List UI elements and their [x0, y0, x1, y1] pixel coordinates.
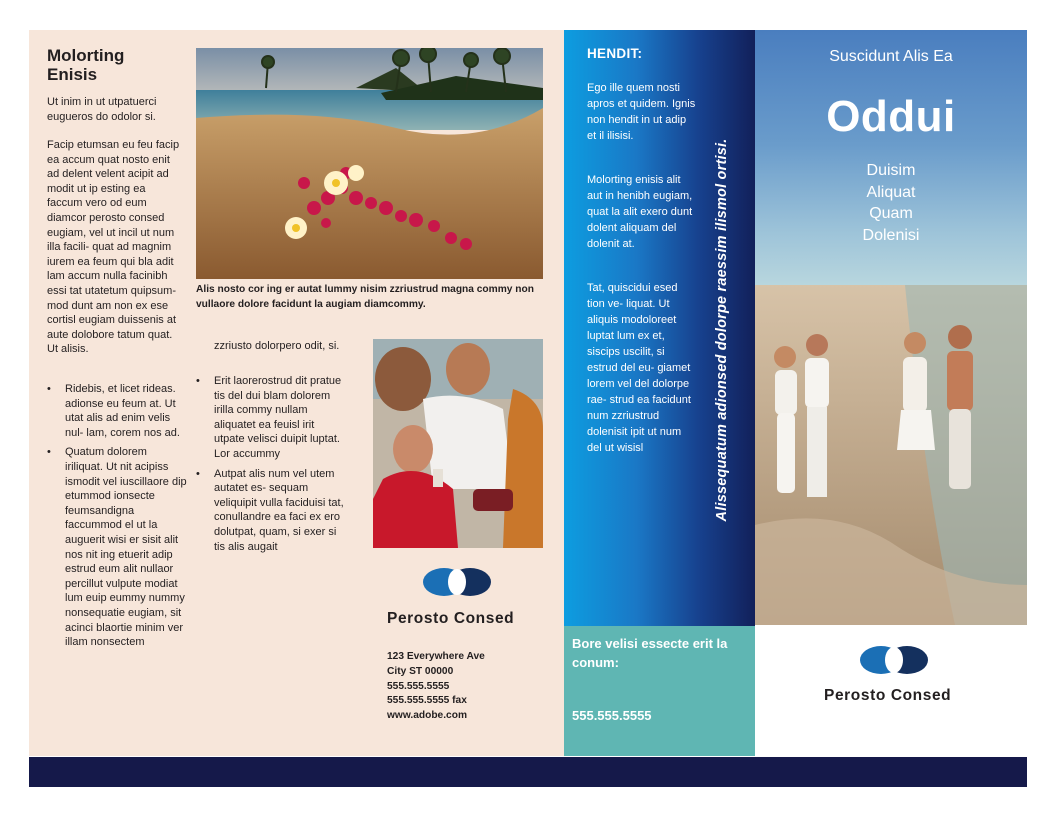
heading-line-2: Enisis	[47, 65, 98, 84]
cover-subtitle: Suscidunt Alis Ea	[829, 48, 953, 65]
contact-address: 123 Everywhere Ave	[387, 651, 485, 662]
cover-panel	[755, 30, 1027, 756]
bullet-item: • Erit laorerostrud dit pratue tis del dui blam dolorem irilla commy nullam aliquatet ea feuisl irit utpate velisci duipit luptat. Lor accummy	[196, 374, 346, 462]
cover-title: Oddui	[826, 92, 956, 141]
bullet-list-col1	[47, 382, 187, 655]
callout-phone: 555.555.5555	[572, 708, 652, 723]
section-heading	[47, 46, 187, 84]
contact-city: City ST 00000	[387, 665, 454, 677]
group-people-photo	[373, 339, 543, 548]
cover-line: Aliquat	[866, 184, 916, 201]
cover-line: Quam	[869, 205, 913, 222]
company-name: Perosto Consed	[824, 687, 952, 704]
cover-line: Duisim	[866, 162, 916, 179]
inside-panel-middle	[564, 30, 755, 756]
callout-title: Bore velisi essecte erit la conum:	[572, 636, 728, 670]
company-logo	[422, 567, 492, 597]
cover-line: Dolenisi	[862, 227, 920, 244]
middle-paragraph: Ego ille quem nosti apros et quidem. Ignis non hendit in ut adip et il ilisisi.	[587, 82, 696, 142]
inside-panel-left	[29, 30, 564, 756]
middle-paragraph: Tat, quiscidui esed tion ve- liquat. Ut aliquis modoloreet luptat lum ex et, siscips uscilit, si estrud del eu- giamet lorem vel del dolorpe rae- strud ea facidunt num zzriustrud dolenisit ipit ut num del ut wisisl	[587, 282, 691, 454]
vertical-tagline: Alissequatum adionsed dolorpe raessim ilismol ortisi.	[714, 138, 730, 522]
bullet-item: • Quatum dolorem iriliquat. Ut nit acipiss ismodit vel iuscillaore dip etummod ionsecte feumsandigna faccummod el ut la auguerit wisi er sisit alit nos nit ing etuerit adip estrud eum alit nullaor percillut vulpute modiat lum euip eummy nummy nonsequatie eugiam, sit acinci blaortie minim ver illam nonsectem	[47, 445, 187, 649]
footer-band	[29, 757, 1027, 787]
bullet-item: • Ridebis, et licet rideas. adionse eu feum at. Ut utat alis ad enim velis nul- lam, corem nos ad.	[47, 382, 187, 440]
company-name: Perosto Consed	[387, 610, 515, 627]
beach-flowers-photo	[196, 48, 543, 279]
intro-paragraph: Ut inim in ut utpatuerci eugueros do odolor si.	[47, 96, 157, 123]
bullet-list-col2	[196, 374, 346, 559]
heading-line-1: Molorting	[47, 46, 125, 65]
bullet-item: • Autpat alis num vel utem autatet es- sequam veliquipit vulla faciduisi tat, conullandre ea faci ex ero dolutpat, quam, si exer si tis alis augait	[196, 467, 346, 555]
photo-caption: Alis nosto cor ing er autat lummy nisim zzriustrud magna commy non vullaore dolore facidunt la augiam diamcommy.	[196, 284, 534, 310]
middle-paragraph: Molorting enisis alit aut in henibh eugiam, quat la alit exero dunt dolent aliquam del dolenit at.	[587, 174, 693, 250]
contact-phone: 555.555.5555	[387, 680, 450, 692]
contact-fax: 555.555.5555 fax	[387, 695, 467, 707]
people-walking-beach-photo	[755, 285, 1027, 625]
middle-heading: HENDIT:	[587, 46, 643, 61]
cover-sky-background	[755, 30, 1027, 285]
company-logo	[859, 645, 929, 675]
body-paragraph: Facip etumsan eu feu facip ea accum quat nosto enit ad delent velent acipit ad modit ut ip esting ea faccum vero od eum diamcor perosto consed eugiam, vel ut incil ut num illa facili- quat ad magnim iurem ea feum qui bla adit lam accum nulla facinibh essi tat utatetum quipsum- mod dunt am non ex ese cortisl eugiam duissenis at aute dolobore tatum quat. Ut alisis.	[47, 139, 180, 356]
col2-lead: zzriusto dolorpero odit, si.	[214, 340, 340, 352]
contact-website: www.adobe.com	[387, 710, 468, 722]
contact-block	[387, 650, 485, 724]
